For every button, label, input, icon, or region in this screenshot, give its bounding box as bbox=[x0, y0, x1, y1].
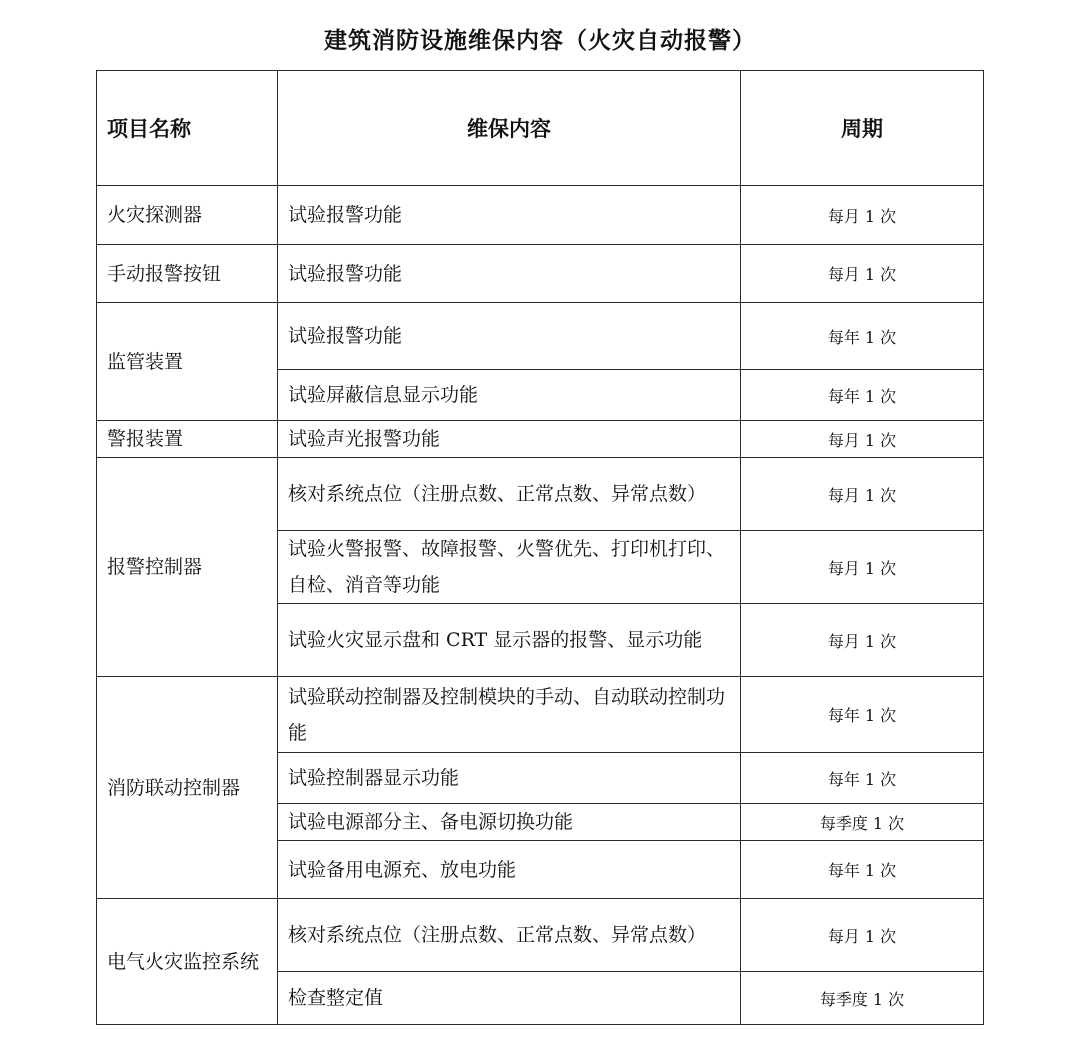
period-cell: 每年 1 次 bbox=[741, 370, 984, 421]
content-cell: 试验报警功能 bbox=[278, 186, 741, 245]
item-name: 报警控制器 bbox=[97, 458, 278, 677]
period-cell: 每年 1 次 bbox=[741, 841, 984, 899]
item-name: 监管装置 bbox=[97, 303, 278, 421]
period-cell: 每月 1 次 bbox=[741, 899, 984, 972]
period-cell: 每月 1 次 bbox=[741, 245, 984, 303]
content-cell: 试验控制器显示功能 bbox=[278, 753, 741, 804]
column-header-item: 项目名称 bbox=[97, 71, 278, 186]
table-row bbox=[97, 899, 984, 972]
table-row bbox=[97, 186, 984, 245]
content-cell: 试验报警功能 bbox=[278, 245, 741, 303]
content-cell: 核对系统点位（注册点数、正常点数、异常点数） bbox=[278, 899, 741, 972]
period-cell: 每季度 1 次 bbox=[741, 804, 984, 841]
content-cell: 试验备用电源充、放电功能 bbox=[278, 841, 741, 899]
item-name: 警报装置 bbox=[97, 421, 278, 458]
content-cell: 试验报警功能 bbox=[278, 303, 741, 370]
header-row bbox=[97, 71, 984, 186]
period-cell: 每年 1 次 bbox=[741, 677, 984, 753]
content-cell: 核对系统点位（注册点数、正常点数、异常点数） bbox=[278, 458, 741, 531]
content-cell: 试验声光报警功能 bbox=[278, 421, 741, 458]
content-cell: 试验电源部分主、备电源切换功能 bbox=[278, 804, 741, 841]
table-row bbox=[97, 421, 984, 458]
content-cell: 检查整定值 bbox=[278, 972, 741, 1025]
column-header-content: 维保内容 bbox=[278, 71, 741, 186]
period-cell: 每月 1 次 bbox=[741, 531, 984, 604]
item-name: 火灾探测器 bbox=[97, 186, 278, 245]
period-cell: 每年 1 次 bbox=[741, 753, 984, 804]
column-header-period: 周期 bbox=[741, 71, 984, 186]
content-cell: 试验火警报警、故障报警、火警优先、打印机打印、自检、消音等功能 bbox=[278, 531, 741, 604]
table-row bbox=[97, 458, 984, 531]
content-cell: 试验联动控制器及控制模块的手动、自动联动控制功能 bbox=[278, 677, 741, 753]
page-title: 建筑消防设施维保内容（火灾自动报警） bbox=[324, 28, 756, 54]
period-cell: 每月 1 次 bbox=[741, 186, 984, 245]
table-row bbox=[97, 245, 984, 303]
table-row bbox=[97, 303, 984, 370]
period-cell: 每年 1 次 bbox=[741, 303, 984, 370]
table-row bbox=[97, 677, 984, 753]
item-name: 电气火灾监控系统 bbox=[97, 899, 278, 1025]
period-cell: 每月 1 次 bbox=[741, 458, 984, 531]
period-cell: 每月 1 次 bbox=[741, 604, 984, 677]
item-name: 手动报警按钮 bbox=[97, 245, 278, 303]
period-cell: 每月 1 次 bbox=[741, 421, 984, 458]
content-cell: 试验屏蔽信息显示功能 bbox=[278, 370, 741, 421]
maintenance-table bbox=[96, 70, 984, 1025]
period-cell: 每季度 1 次 bbox=[741, 972, 984, 1025]
content-cell: 试验火灾显示盘和 CRT 显示器的报警、显示功能 bbox=[278, 604, 741, 677]
item-name: 消防联动控制器 bbox=[97, 677, 278, 899]
